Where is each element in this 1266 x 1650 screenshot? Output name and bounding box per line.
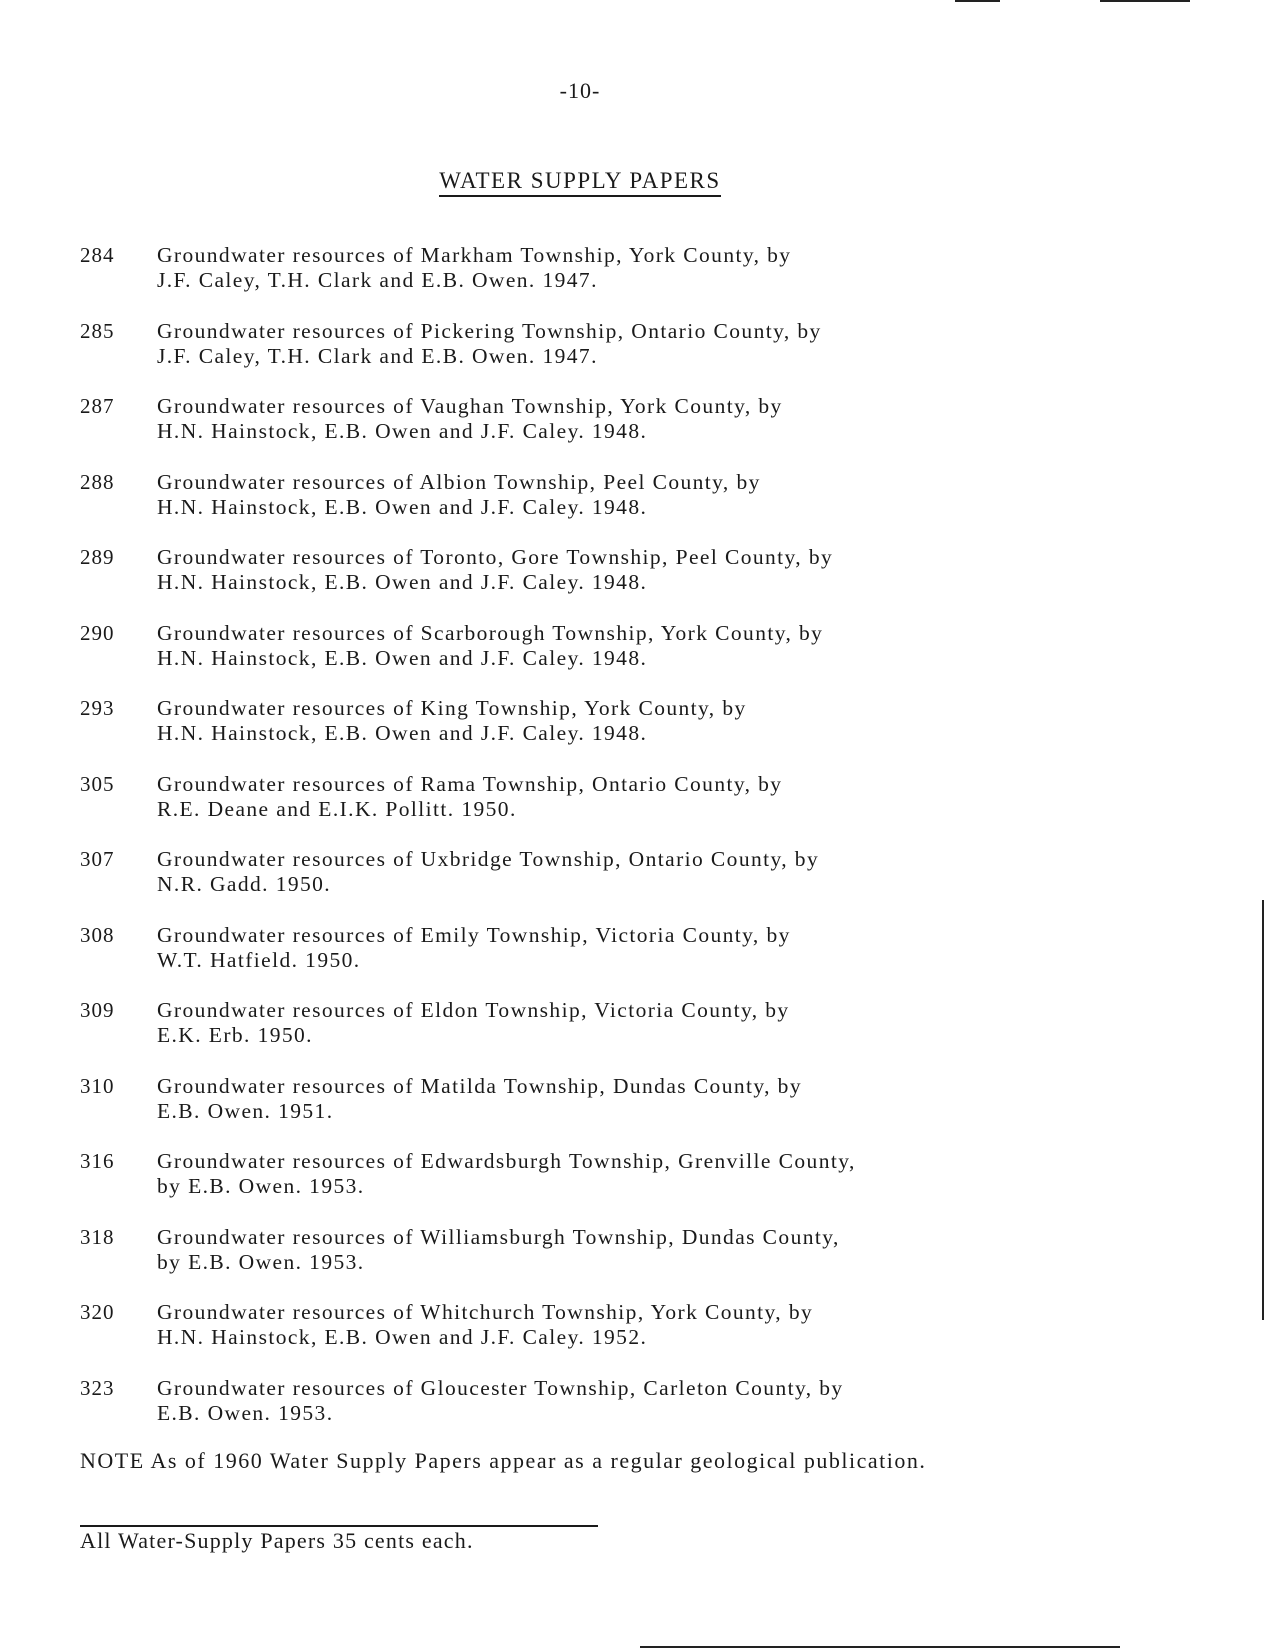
scan-edge-line-top-right: [1100, 0, 1190, 2]
paper-description: [157, 394, 783, 444]
paper-description: [157, 621, 823, 671]
page-title: [0, 168, 1160, 194]
paper-number: 310: [80, 1073, 115, 1098]
list-item: [80, 621, 1160, 697]
publication-note: NOTE As of 1960 Water Supply Papers appear as a regular geological publication.: [80, 1448, 927, 1473]
paper-title-line: Groundwater resources of Eldon Township, Victoria County, by: [157, 998, 790, 1022]
paper-title-line: Groundwater resources of Uxbridge Township, Ontario County, by: [157, 847, 820, 871]
paper-author-line: H.N. Hainstock, E.B. Owen and J.F. Caley. 1948.: [157, 645, 648, 670]
paper-number: 318: [80, 1224, 115, 1249]
paper-description: [157, 1376, 844, 1426]
list-item: [80, 998, 1160, 1074]
paper-author-line: H.N. Hainstock, E.B. Owen and J.F. Caley. 1948.: [157, 721, 648, 745]
page-number: -10-: [559, 78, 601, 103]
paper-number: 289: [80, 545, 115, 569]
list-item: [80, 1149, 1160, 1225]
paper-title-line: Groundwater resources of Scarborough Township, York County, by: [157, 620, 824, 645]
paper-author-line: E.B. Owen. 1951.: [157, 1098, 334, 1123]
list-item: [80, 243, 1160, 319]
paper-title-line: Groundwater resources of Matilda Township, Dundas County, by: [157, 1073, 802, 1098]
paper-title-line: Groundwater resources of King Township, York County, by: [157, 696, 747, 720]
paper-author-line: H.N. Hainstock, E.B. Owen and J.F. Caley. 1948.: [157, 570, 648, 594]
scan-edge-line-top-mid: [955, 0, 1000, 2]
list-item: [80, 470, 1160, 546]
paper-author-line: J.F. Caley, T.H. Clark and E.B. Owen. 1947.: [157, 343, 598, 368]
paper-author-line: H.N. Hainstock, E.B. Owen and J.F. Caley. 1948.: [157, 419, 648, 443]
paper-title-line: Groundwater resources of Edwardsburgh Township, Grenville County,: [157, 1149, 856, 1173]
paper-description: [157, 847, 819, 897]
paper-title-line: Groundwater resources of Albion Township, Peel County, by: [157, 469, 761, 494]
paper-number: 309: [80, 998, 115, 1022]
list-item: [80, 772, 1160, 848]
list-item: [80, 545, 1160, 621]
paper-description: [157, 1074, 802, 1124]
paper-number: 323: [80, 1375, 115, 1400]
list-item: [80, 394, 1160, 470]
paper-description: [157, 470, 761, 520]
paper-author-line: H.N. Hainstock, E.B. Owen and J.F. Caley. 1952.: [157, 1325, 648, 1349]
paper-number: 305: [80, 771, 115, 796]
paper-list: [80, 243, 1160, 1451]
list-item: [80, 1074, 1160, 1150]
paper-author-line: J.F. Caley, T.H. Clark and E.B. Owen. 1947.: [157, 268, 598, 292]
paper-description: [157, 1225, 840, 1275]
list-item: [80, 696, 1160, 772]
paper-number: 287: [80, 394, 115, 418]
paper-description: [157, 1149, 856, 1199]
paper-description: [157, 772, 782, 822]
divider: [80, 1525, 598, 1527]
paper-title-line: Groundwater resources of Vaughan Township, York County, by: [157, 394, 783, 418]
paper-author-line: by E.B. Owen. 1953.: [157, 1174, 365, 1198]
paper-number: 285: [80, 318, 115, 343]
price-note: All Water-Supply Papers 35 cents each.: [80, 1528, 474, 1553]
paper-title-line: Groundwater resources of Whitchurch Township, York County, by: [157, 1300, 814, 1324]
paper-description: [157, 998, 790, 1048]
paper-title-line: Groundwater resources of Rama Township, Ontario County, by: [157, 771, 783, 796]
list-item: [80, 847, 1160, 923]
paper-number: 316: [80, 1149, 115, 1173]
paper-author-line: H.N. Hainstock, E.B. Owen and J.F. Caley. 1948.: [157, 494, 648, 519]
page-title-text: WATER SUPPLY PAPERS: [439, 168, 720, 197]
paper-description: [157, 923, 791, 973]
paper-number: 307: [80, 847, 115, 871]
paper-author-line: E.B. Owen. 1953.: [157, 1400, 334, 1425]
scan-edge-line-bottom: [640, 1646, 1120, 1648]
paper-number: 290: [80, 620, 115, 645]
paper-title-line: Groundwater resources of Emily Township, Victoria County, by: [157, 922, 791, 947]
paper-author-line: N.R. Gadd. 1950.: [157, 872, 332, 896]
list-item: [80, 1225, 1160, 1301]
paper-author-line: W.T. Hatfield. 1950.: [157, 947, 361, 972]
paper-title-line: Groundwater resources of Gloucester Township, Carleton County, by: [157, 1375, 844, 1400]
paper-author-line: by E.B. Owen. 1953.: [157, 1249, 365, 1274]
paper-number: 308: [80, 922, 115, 947]
list-item: [80, 1300, 1160, 1376]
paper-description: [157, 545, 833, 595]
paper-description: [157, 243, 791, 293]
paper-description: [157, 319, 822, 369]
list-item: [80, 319, 1160, 395]
paper-number: 288: [80, 469, 115, 494]
paper-number: 320: [80, 1300, 115, 1324]
list-item: [80, 923, 1160, 999]
paper-number: 293: [80, 696, 115, 720]
paper-title-line: Groundwater resources of Williamsburgh Township, Dundas County,: [157, 1224, 840, 1249]
scan-edge-line-right: [1262, 900, 1264, 1320]
paper-author-line: E.K. Erb. 1950.: [157, 1023, 313, 1047]
paper-title-line: Groundwater resources of Markham Township, York County, by: [157, 243, 792, 267]
paper-description: [157, 696, 747, 746]
paper-description: [157, 1300, 813, 1350]
paper-title-line: Groundwater resources of Toronto, Gore Township, Peel County, by: [157, 545, 834, 569]
paper-title-line: Groundwater resources of Pickering Township, Ontario County, by: [157, 318, 822, 343]
paper-author-line: R.E. Deane and E.I.K. Pollitt. 1950.: [157, 796, 517, 821]
paper-number: 284: [80, 243, 115, 267]
list-item: [80, 1376, 1160, 1452]
